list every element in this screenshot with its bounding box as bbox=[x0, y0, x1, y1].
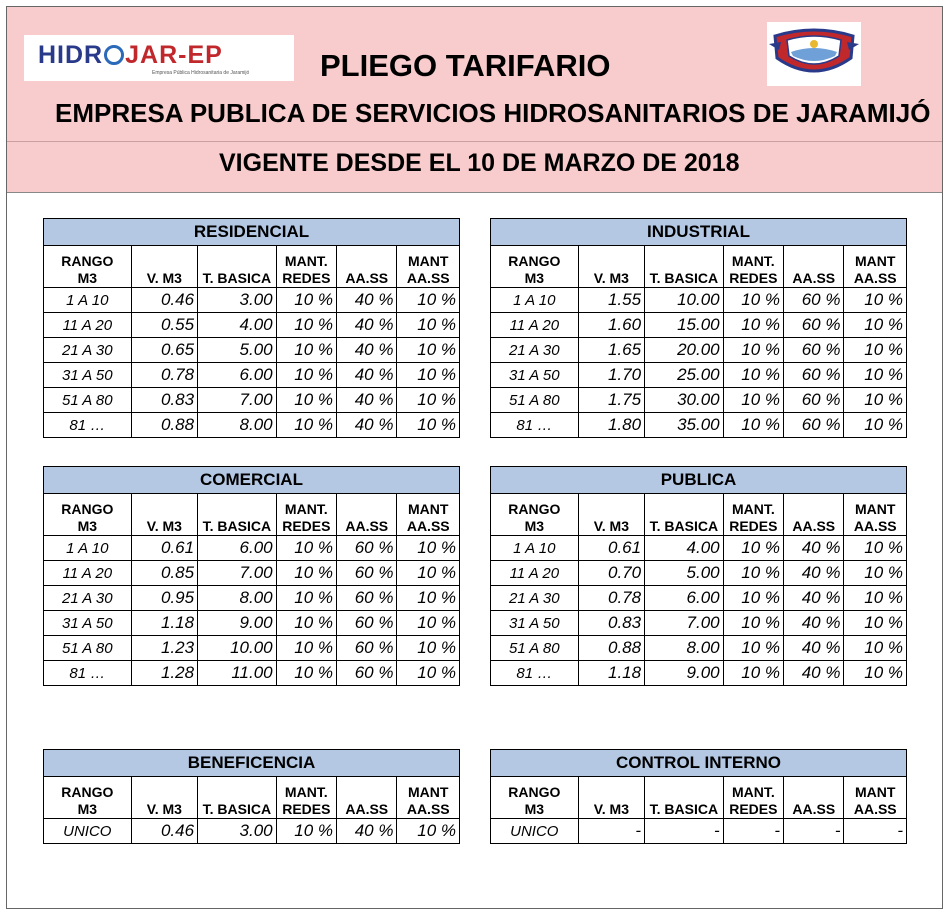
cell-vm3: - bbox=[578, 819, 644, 844]
cell-aass: 60 % bbox=[784, 288, 844, 313]
cell-aass: 60 % bbox=[784, 388, 844, 413]
cell-mant-redes: 10 % bbox=[276, 338, 336, 363]
cell-rango: 51 A 80 bbox=[491, 636, 579, 661]
cell-tbasica: - bbox=[645, 819, 724, 844]
cell-rango: UNICO bbox=[491, 819, 579, 844]
table-row bbox=[44, 413, 460, 438]
cell-tbasica: 8.00 bbox=[198, 586, 277, 611]
column-header-mant-aass: MANT AA.SS bbox=[844, 494, 907, 536]
column-header-rango: RANGO M3 bbox=[44, 494, 132, 536]
cell-rango: 11 A 20 bbox=[44, 561, 132, 586]
cell-rango: 21 A 30 bbox=[491, 586, 579, 611]
cell-aass: 60 % bbox=[784, 313, 844, 338]
water-drop-icon bbox=[104, 45, 124, 65]
cell-aass: 40 % bbox=[337, 413, 397, 438]
cell-tbasica: 4.00 bbox=[645, 536, 724, 561]
tariff-table-residencial bbox=[43, 218, 460, 438]
cell-mant-redes: 10 % bbox=[723, 338, 783, 363]
cell-mant-redes: 10 % bbox=[723, 661, 783, 686]
cell-rango: 11 A 20 bbox=[491, 313, 579, 338]
cell-tbasica: 6.00 bbox=[645, 586, 724, 611]
cell-mant-aass: 10 % bbox=[397, 288, 460, 313]
cell-rango: 11 A 20 bbox=[44, 313, 132, 338]
cell-rango: 21 A 30 bbox=[44, 338, 132, 363]
cell-tbasica: 8.00 bbox=[198, 413, 277, 438]
cell-tbasica: 20.00 bbox=[645, 338, 724, 363]
cell-mant-redes: 10 % bbox=[723, 586, 783, 611]
table-row bbox=[44, 338, 460, 363]
jaramijo-seal-icon bbox=[767, 22, 861, 86]
column-header-vm3: V. M3 bbox=[578, 246, 644, 288]
column-header-aass: AA.SS bbox=[337, 777, 397, 819]
cell-mant-redes: 10 % bbox=[276, 413, 336, 438]
cell-mant-redes: 10 % bbox=[276, 636, 336, 661]
column-header-tbasica: T. BASICA bbox=[645, 246, 724, 288]
cell-vm3: 1.75 bbox=[578, 388, 644, 413]
tariff-table-industrial bbox=[490, 218, 907, 438]
table-title: CONTROL INTERNO bbox=[491, 750, 907, 777]
column-header-mant-aass: MANT AA.SS bbox=[844, 777, 907, 819]
cell-vm3: 0.55 bbox=[131, 313, 197, 338]
cell-aass: 60 % bbox=[337, 636, 397, 661]
cell-rango: UNICO bbox=[44, 819, 132, 844]
cell-aass: 60 % bbox=[784, 363, 844, 388]
cell-rango: 21 A 30 bbox=[491, 338, 579, 363]
cell-mant-redes: 10 % bbox=[276, 586, 336, 611]
cell-rango: 1 A 10 bbox=[44, 536, 132, 561]
cell-tbasica: 5.00 bbox=[645, 561, 724, 586]
cell-mant-aass: 10 % bbox=[397, 313, 460, 338]
table-row bbox=[491, 611, 907, 636]
cell-aass: 40 % bbox=[337, 288, 397, 313]
cell-mant-redes: 10 % bbox=[276, 561, 336, 586]
column-header-rango: RANGO M3 bbox=[491, 494, 579, 536]
column-header-vm3: V. M3 bbox=[131, 494, 197, 536]
column-header-mant-redes: MANT. REDES bbox=[723, 246, 783, 288]
cell-vm3: 1.55 bbox=[578, 288, 644, 313]
cell-aass: 60 % bbox=[337, 586, 397, 611]
table-title: INDUSTRIAL bbox=[491, 219, 907, 246]
table-row bbox=[491, 561, 907, 586]
table-row bbox=[44, 611, 460, 636]
cell-mant-redes: 10 % bbox=[276, 388, 336, 413]
cell-mant-aass: 10 % bbox=[397, 363, 460, 388]
table-row bbox=[44, 288, 460, 313]
cell-mant-aass: 10 % bbox=[844, 661, 907, 686]
column-header-mant-redes: MANT. REDES bbox=[723, 494, 783, 536]
cell-mant-redes: 10 % bbox=[723, 636, 783, 661]
column-header-mant-redes: MANT. REDES bbox=[276, 777, 336, 819]
cell-tbasica: 7.00 bbox=[198, 561, 277, 586]
table-row bbox=[44, 388, 460, 413]
cell-mant-redes: 10 % bbox=[276, 819, 336, 844]
column-header-aass: AA.SS bbox=[337, 246, 397, 288]
cell-mant-aass: 10 % bbox=[397, 561, 460, 586]
cell-mant-aass: 10 % bbox=[397, 661, 460, 686]
cell-tbasica: 7.00 bbox=[198, 388, 277, 413]
column-header-mant-redes: MANT. REDES bbox=[723, 777, 783, 819]
cell-vm3: 1.18 bbox=[578, 661, 644, 686]
cell-mant-redes: 10 % bbox=[276, 363, 336, 388]
cell-tbasica: 35.00 bbox=[645, 413, 724, 438]
table-title: COMERCIAL bbox=[44, 467, 460, 494]
cell-mant-aass: 10 % bbox=[844, 388, 907, 413]
cell-tbasica: 9.00 bbox=[645, 661, 724, 686]
table-row bbox=[491, 313, 907, 338]
cell-tbasica: 7.00 bbox=[645, 611, 724, 636]
cell-rango: 81 … bbox=[44, 413, 132, 438]
cell-vm3: 0.61 bbox=[131, 536, 197, 561]
column-header-rango: RANGO M3 bbox=[491, 246, 579, 288]
cell-mant-redes: - bbox=[723, 819, 783, 844]
cell-mant-redes: 10 % bbox=[276, 661, 336, 686]
cell-mant-redes: 10 % bbox=[723, 363, 783, 388]
table-row bbox=[44, 313, 460, 338]
cell-rango: 81 … bbox=[491, 661, 579, 686]
cell-rango: 51 A 80 bbox=[44, 388, 132, 413]
cell-mant-redes: 10 % bbox=[276, 313, 336, 338]
cell-mant-redes: 10 % bbox=[276, 611, 336, 636]
tariff-table-control-interno bbox=[490, 749, 907, 844]
cell-tbasica: 9.00 bbox=[198, 611, 277, 636]
cell-vm3: 0.78 bbox=[578, 586, 644, 611]
cell-rango: 31 A 50 bbox=[44, 363, 132, 388]
hidrojar-logo bbox=[24, 35, 294, 81]
cell-tbasica: 10.00 bbox=[198, 636, 277, 661]
cell-tbasica: 6.00 bbox=[198, 536, 277, 561]
cell-aass: 40 % bbox=[784, 561, 844, 586]
table-row bbox=[44, 586, 460, 611]
cell-vm3: 1.80 bbox=[578, 413, 644, 438]
column-header-mant-aass: MANT AA.SS bbox=[397, 246, 460, 288]
cell-aass: - bbox=[784, 819, 844, 844]
table-row bbox=[491, 536, 907, 561]
cell-mant-aass: 10 % bbox=[397, 413, 460, 438]
table-title: RESIDENCIAL bbox=[44, 219, 460, 246]
column-header-tbasica: T. BASICA bbox=[198, 777, 277, 819]
cell-vm3: 0.70 bbox=[578, 561, 644, 586]
cell-mant-redes: 10 % bbox=[723, 288, 783, 313]
cell-tbasica: 6.00 bbox=[198, 363, 277, 388]
table-row bbox=[491, 636, 907, 661]
cell-vm3: 0.88 bbox=[131, 413, 197, 438]
cell-vm3: 0.83 bbox=[578, 611, 644, 636]
cell-mant-redes: 10 % bbox=[723, 536, 783, 561]
cell-aass: 40 % bbox=[784, 536, 844, 561]
cell-mant-aass: 10 % bbox=[844, 338, 907, 363]
cell-vm3: 0.46 bbox=[131, 819, 197, 844]
cell-rango: 31 A 50 bbox=[491, 611, 579, 636]
cell-tbasica: 15.00 bbox=[645, 313, 724, 338]
cell-mant-aass: - bbox=[844, 819, 907, 844]
cell-mant-redes: 10 % bbox=[723, 611, 783, 636]
table-title: PUBLICA bbox=[491, 467, 907, 494]
logo-wordmark: HIDR JAR-EP bbox=[38, 41, 223, 69]
table-row bbox=[44, 636, 460, 661]
column-header-aass: AA.SS bbox=[784, 494, 844, 536]
table-row bbox=[491, 819, 907, 844]
validity-date: VIGENTE DESDE EL 10 DE MARZO DE 2018 bbox=[219, 149, 740, 177]
cell-mant-aass: 10 % bbox=[397, 586, 460, 611]
cell-vm3: 0.83 bbox=[131, 388, 197, 413]
cell-rango: 1 A 10 bbox=[44, 288, 132, 313]
cell-rango: 31 A 50 bbox=[44, 611, 132, 636]
table-row bbox=[491, 661, 907, 686]
cell-mant-aass: 10 % bbox=[397, 338, 460, 363]
logo-tagline: Empresa Pública Hidrosanitaria de Jaramijó bbox=[152, 70, 250, 76]
cell-tbasica: 10.00 bbox=[645, 288, 724, 313]
cell-vm3: 1.70 bbox=[578, 363, 644, 388]
column-header-mant-redes: MANT. REDES bbox=[276, 494, 336, 536]
cell-mant-aass: 10 % bbox=[844, 636, 907, 661]
cell-mant-aass: 10 % bbox=[844, 536, 907, 561]
table-title: BENEFICENCIA bbox=[44, 750, 460, 777]
cell-mant-aass: 10 % bbox=[844, 313, 907, 338]
column-header-rango: RANGO M3 bbox=[491, 777, 579, 819]
cell-rango: 11 A 20 bbox=[491, 561, 579, 586]
cell-mant-redes: 10 % bbox=[723, 413, 783, 438]
table-row bbox=[491, 388, 907, 413]
cell-vm3: 1.18 bbox=[131, 611, 197, 636]
cell-aass: 40 % bbox=[337, 819, 397, 844]
cell-mant-aass: 10 % bbox=[397, 536, 460, 561]
cell-aass: 40 % bbox=[337, 313, 397, 338]
cell-mant-redes: 10 % bbox=[723, 561, 783, 586]
cell-rango: 81 … bbox=[44, 661, 132, 686]
cell-tbasica: 30.00 bbox=[645, 388, 724, 413]
cell-aass: 60 % bbox=[337, 536, 397, 561]
column-header-vm3: V. M3 bbox=[578, 777, 644, 819]
cell-mant-redes: 10 % bbox=[723, 388, 783, 413]
cell-mant-redes: 10 % bbox=[723, 313, 783, 338]
cell-tbasica: 25.00 bbox=[645, 363, 724, 388]
cell-mant-aass: 10 % bbox=[844, 413, 907, 438]
company-name: EMPRESA PUBLICA DE SERVICIOS HIDROSANITARIOS DE JARAMIJÓ bbox=[55, 98, 931, 128]
cell-vm3: 0.78 bbox=[131, 363, 197, 388]
column-header-aass: AA.SS bbox=[337, 494, 397, 536]
column-header-aass: AA.SS bbox=[784, 246, 844, 288]
cell-rango: 81 … bbox=[491, 413, 579, 438]
cell-aass: 60 % bbox=[784, 338, 844, 363]
cell-aass: 40 % bbox=[784, 636, 844, 661]
cell-mant-aass: 10 % bbox=[397, 611, 460, 636]
cell-mant-aass: 10 % bbox=[844, 586, 907, 611]
cell-rango: 21 A 30 bbox=[44, 586, 132, 611]
table-row bbox=[491, 338, 907, 363]
cell-rango: 31 A 50 bbox=[491, 363, 579, 388]
tariff-table-comercial bbox=[43, 466, 460, 686]
column-header-tbasica: T. BASICA bbox=[645, 494, 724, 536]
cell-vm3: 0.65 bbox=[131, 338, 197, 363]
column-header-mant-aass: MANT AA.SS bbox=[397, 494, 460, 536]
cell-aass: 40 % bbox=[337, 363, 397, 388]
cell-aass: 60 % bbox=[784, 413, 844, 438]
column-header-rango: RANGO M3 bbox=[44, 246, 132, 288]
cell-aass: 60 % bbox=[337, 611, 397, 636]
cell-aass: 60 % bbox=[337, 561, 397, 586]
column-header-tbasica: T. BASICA bbox=[198, 246, 277, 288]
column-header-rango: RANGO M3 bbox=[44, 777, 132, 819]
page-title: PLIEGO TARIFARIO bbox=[320, 48, 611, 83]
table-row bbox=[491, 586, 907, 611]
column-header-mant-redes: MANT. REDES bbox=[276, 246, 336, 288]
column-header-vm3: V. M3 bbox=[131, 777, 197, 819]
cell-vm3: 1.60 bbox=[578, 313, 644, 338]
cell-vm3: 0.95 bbox=[131, 586, 197, 611]
cell-vm3: 0.85 bbox=[131, 561, 197, 586]
table-row bbox=[44, 536, 460, 561]
cell-aass: 40 % bbox=[784, 586, 844, 611]
cell-tbasica: 4.00 bbox=[198, 313, 277, 338]
column-header-vm3: V. M3 bbox=[131, 246, 197, 288]
table-row bbox=[491, 363, 907, 388]
table-row bbox=[44, 819, 460, 844]
table-row bbox=[491, 288, 907, 313]
cell-rango: 1 A 10 bbox=[491, 288, 579, 313]
cell-vm3: 0.61 bbox=[578, 536, 644, 561]
column-header-aass: AA.SS bbox=[784, 777, 844, 819]
cell-vm3: 0.46 bbox=[131, 288, 197, 313]
column-header-tbasica: T. BASICA bbox=[198, 494, 277, 536]
cell-tbasica: 8.00 bbox=[645, 636, 724, 661]
table-row bbox=[491, 413, 907, 438]
cell-tbasica: 3.00 bbox=[198, 288, 277, 313]
cell-mant-redes: 10 % bbox=[276, 536, 336, 561]
cell-vm3: 1.28 bbox=[131, 661, 197, 686]
cell-rango: 1 A 10 bbox=[491, 536, 579, 561]
cell-mant-aass: 10 % bbox=[844, 611, 907, 636]
cell-tbasica: 5.00 bbox=[198, 338, 277, 363]
column-header-mant-aass: MANT AA.SS bbox=[397, 777, 460, 819]
table-row bbox=[44, 363, 460, 388]
cell-aass: 40 % bbox=[784, 661, 844, 686]
cell-mant-aass: 10 % bbox=[844, 363, 907, 388]
cell-vm3: 1.65 bbox=[578, 338, 644, 363]
cell-mant-aass: 10 % bbox=[397, 388, 460, 413]
column-header-mant-aass: MANT AA.SS bbox=[844, 246, 907, 288]
cell-vm3: 1.23 bbox=[131, 636, 197, 661]
cell-mant-redes: 10 % bbox=[276, 288, 336, 313]
cell-tbasica: 11.00 bbox=[198, 661, 277, 686]
cell-aass: 40 % bbox=[784, 611, 844, 636]
cell-aass: 40 % bbox=[337, 338, 397, 363]
cell-mant-aass: 10 % bbox=[844, 288, 907, 313]
cell-vm3: 0.88 bbox=[578, 636, 644, 661]
cell-mant-aass: 10 % bbox=[397, 819, 460, 844]
cell-aass: 40 % bbox=[337, 388, 397, 413]
cell-mant-aass: 10 % bbox=[844, 561, 907, 586]
cell-aass: 60 % bbox=[337, 661, 397, 686]
cell-mant-aass: 10 % bbox=[397, 636, 460, 661]
column-header-tbasica: T. BASICA bbox=[645, 777, 724, 819]
cell-rango: 51 A 80 bbox=[44, 636, 132, 661]
cell-rango: 51 A 80 bbox=[491, 388, 579, 413]
table-row bbox=[44, 661, 460, 686]
tariff-table-beneficencia bbox=[43, 749, 460, 844]
cell-tbasica: 3.00 bbox=[198, 819, 277, 844]
table-row bbox=[44, 561, 460, 586]
tariff-table-publica bbox=[490, 466, 907, 686]
column-header-vm3: V. M3 bbox=[578, 494, 644, 536]
